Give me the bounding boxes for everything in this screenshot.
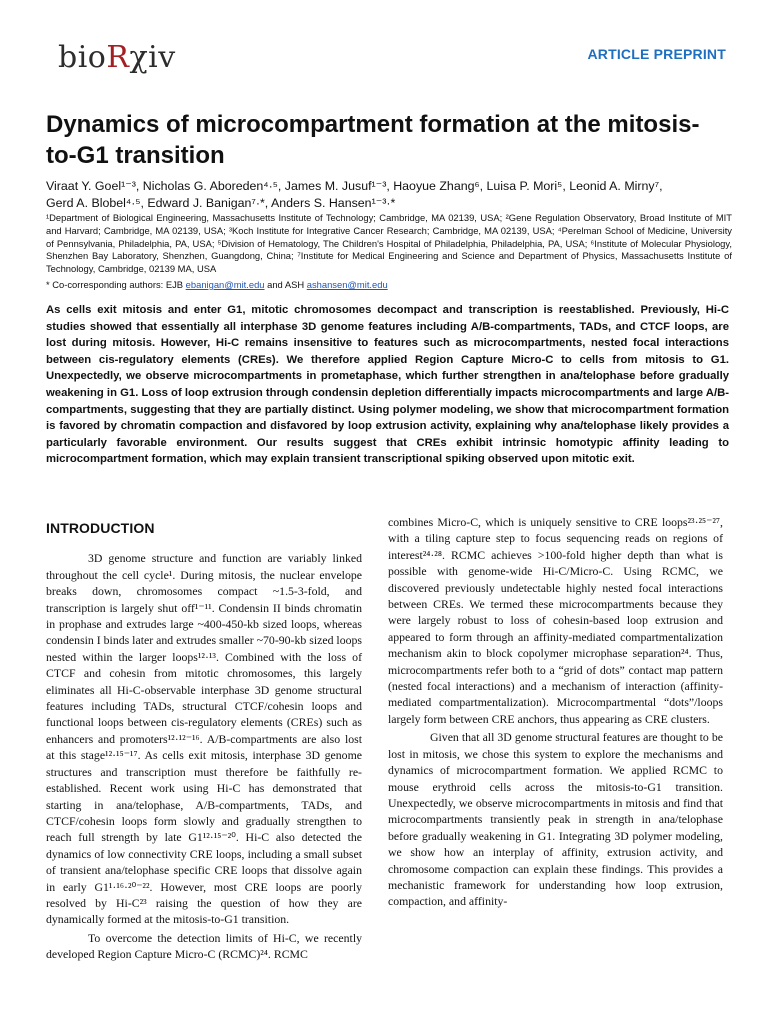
logo-text-b: χiv (129, 40, 176, 75)
author-list (46, 178, 730, 212)
right-column (388, 514, 723, 912)
biorxiv-logo[interactable] (58, 40, 176, 75)
introduction-heading: INTRODUCTION (46, 520, 155, 536)
abstract: As cells exit mitosis and enter G1, mitotic chromosomes decompact and transcription is reestablished. Previously, Hi-C studies showed that essentially all interphase 3D genome features including A/B-compartments, TADs, and CTCF loops, are lost during mitosis. However, Hi-C remains insensitive to features such as microcompartments, nested focal interactions between cis-regulatory elements (CREs). We therefore applied Region Capture Micro-C to cells from mitosis to G1. Unexpectedly, we observe microcompartments in prometaphase, which further strengthen in ana/telophase before gradually weakening in G1. Loss of loop extrusion through condensin depletion differentially impacts microcompartments and large A/B-compartments, suggesting that they are partially distinct. Using polymer modeling, we show that microcompartment formation is favored by chromatin compaction and disfavored by loop extrusion activity, explaining why ana/telophase likely provides a particularly favorable environment. Our results suggest that CREs exhibit intrinsic homotypic affinity leading to microcompartment formation, which may explain transient transcriptional spiking observed upon mitotic exit. (46, 304, 729, 466)
affiliations: ¹Department of Biological Engineering, Massachusetts Institute of Technology; Cambridge, MA 02139, USA; ²Gene Regulation Observatory, Broad Institute of MIT and Harvard; Cambridge, MA 02139, USA; ³Koch Institute for Integrative Cancer Research; Cambridge, MA 02139, USA; ⁴Perelman School of Medicine, University of Pennsylvania, Philadelphia, PA, USA; ⁵Division of Hematology, The Children's Hospital of Philadelphia, Philadelphia, PA, USA; ⁶Institute of Molecular Physiology, Shenzhen Bay Laboratory, Shenzhen, Guangdong, China; ⁷Institute for Medical Engineering and Science and Department of Physics, Massachusetts Institute of Technology, Cambridge, 02139 MA, USA (46, 212, 732, 275)
intro-paragraph-4: Given that all 3D genome structural features are thought to be lost in mitosis, we chose this system to explore the mechanisms and dynamics of microcompartment formation. We applied RCMC to mouse erythroid cells across the mitosis-to-G1 transition. Unexpectedly, we observe microcompartments in mitosis and find that microcompartments transiently peak in strength in ana/telophase before gradually weakening in G1. Integrating 3D polymer modeling, we show how an interplay of affinity, extrusion activity, and chromosome compaction can explain these findings. This provides a mechanistic framework for understanding how loop extrusion, compaction, and affinity- (388, 730, 723, 909)
email-link-ash[interactable]: ashansen@mit.edu (306, 279, 388, 290)
author-line-2: Gerd A. Blobel⁴·⁵, Edward J. Banigan⁷·*, Anders S. Hansen¹⁻³·* (46, 196, 396, 210)
intro-paragraph-3: combines Micro-C, which is uniquely sensitive to CRE loops²³·²⁵⁻²⁷, with a tiling capture step to focus sequencing reads on regions of interest²⁴·²⁸. RCMC achieves >100-fold higher depth than what is possible with genome-wide Hi-C/Micro-C. Using RCMC, we discovered previously undetectable highly nested focal interactions between CREs. We termed these microcompartments because they were largely robust to loss of cohesin-based loop extrusion and appeared to form through an affinity-mediated compartmentalization mechanism akin to block copolymer microphase separation²⁴. Thus, microcompartments refer both to a “grid of dots” contact map pattern (nested focal interactions) and a mechanism of interaction (affinity-mediated compartmentalization). Microcompartmental “dots”/loops largely form between CRE anchors, thus appearing as CRE clusters. (388, 515, 723, 726)
intro-paragraph-1: 3D genome structure and function are variably linked throughout the cell cycle¹. During mitosis, the nuclear envelope breaks down, chromosomes compact ~1.5-3-fold, and transcription is largely shut off¹⁻¹¹. Condensin II binds chromatin in prophase and extrudes large ~400-450-kb sized loops, whereas condensin I binds later and extrudes smaller ~70-90-kb sized loops nested within the larger loops¹²·¹³. Combined with the loss of CTCF and cohesin from mitotic chromosomes, this largely eliminates all Hi-C-observable interphase 3D genome structural features including TADs, structural CTCF/cohesin loops and functional loops between cis-regulatory elements (CREs) such as enhancers and promoters¹²·¹²⁻¹⁶. A/B-compartments are also lost at this stage¹²·¹⁵⁻¹⁷. As cells exit mitosis, interphase 3D genome structures and transcription must therefore be faithfully re-established. Recent work using Hi-C has demonstrated that starting in ana/telophase, A/B-compartments, TADs, and CTCF/cohesin loops form slowly and gradually strengthen to reach full strength by late G1¹²·¹⁵⁻²⁰. Hi-C also detected the dynamics of low connectivity CRE loops, including a small subset of transient ana/telophase specific CRE loops that dissolve again in early G1¹·¹⁶·²⁰⁻²². However, most CRE loops are poorly resolved by Hi-C²³ raising the question of how they are dynamically formed at the mitosis-to-G1 transition. (46, 551, 362, 927)
correspondence-line (46, 279, 732, 292)
email-link-ejb[interactable]: ebanigan@mit.edu (185, 279, 265, 290)
left-column (46, 520, 362, 965)
paper-title: Dynamics of microcompartment formation at the mitosis-to-G1 transition (46, 111, 700, 169)
intro-paragraph-2: To overcome the detection limits of Hi-C, we recently developed Region Capture Micro-C (RCMC)²⁴. RCMC (46, 930, 362, 962)
correspondence-mid: and ASH (267, 279, 305, 290)
author-line-1: Viraat Y. Goel¹⁻³, Nicholas G. Aboreden⁴·⁵, James M. Jusuf¹⁻³, Haoyue Zhang⁶, Luisa P. Mori⁵, Leonid A. Mirny⁷, (46, 179, 663, 193)
logo-text-r: R (106, 40, 130, 75)
correspondence-prefix: * Co-corresponding authors: EJB (46, 279, 184, 290)
logo-text-a: bio (58, 40, 107, 75)
article-preprint-label: ARTICLE PREPRINT (587, 46, 726, 62)
